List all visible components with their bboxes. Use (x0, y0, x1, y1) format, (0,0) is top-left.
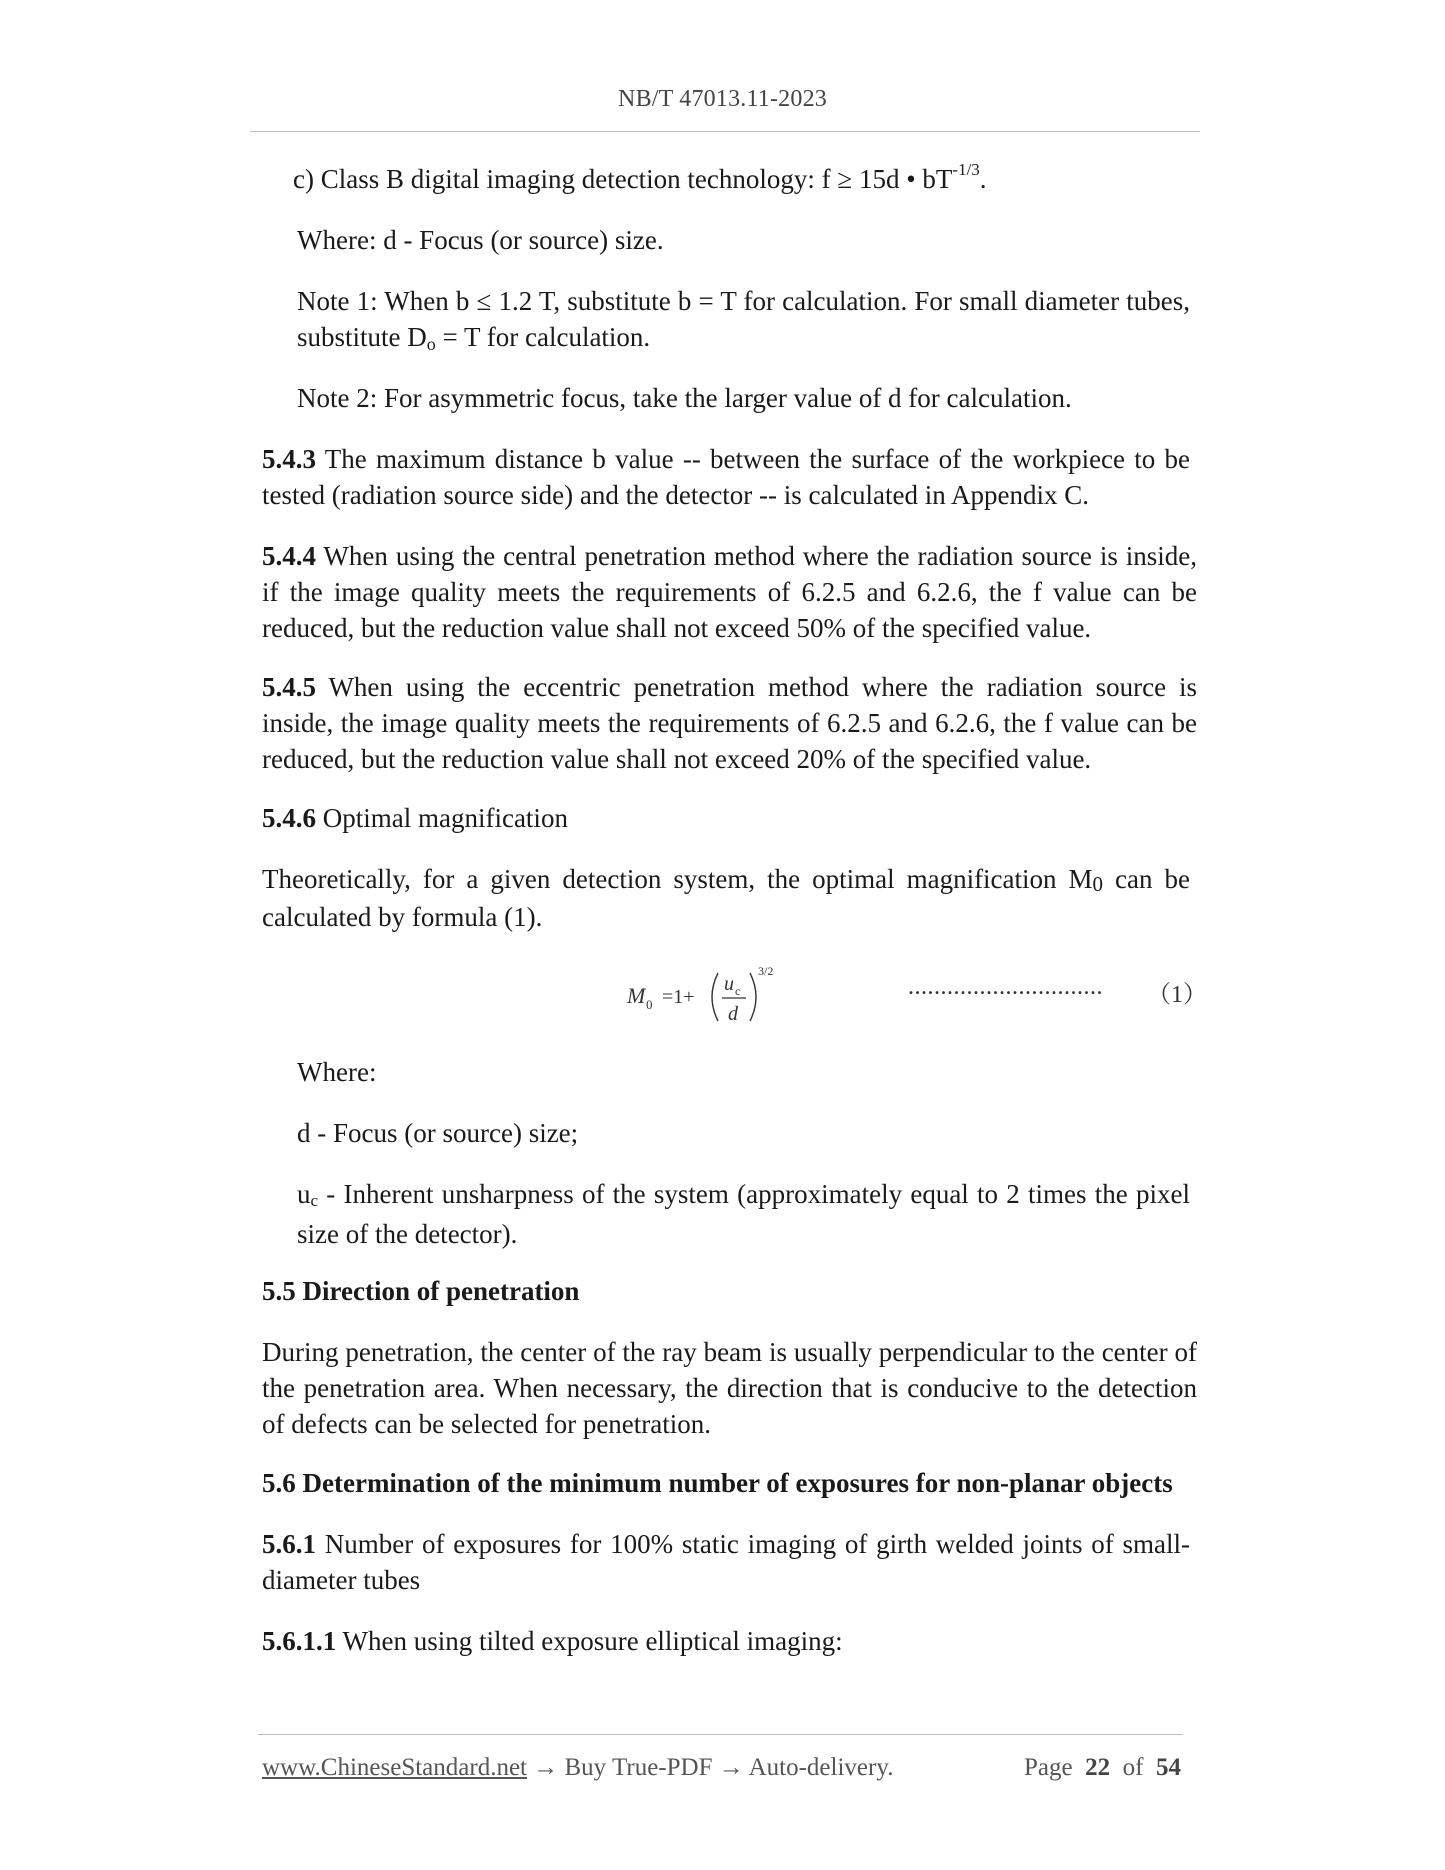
formula-equals: =1+ (662, 986, 695, 1008)
formula-numerator: u (724, 973, 734, 995)
page-header: NB/T 47013.11-2023 (618, 86, 827, 112)
note-1: Note 1: When b ≤ 1.2 T, substitute b = T for calculation. For small diameter tubes, substitute Do = T for calculation. (297, 286, 1190, 354)
clause-5-6-1-1: 5.6.1.1 When using tilted exposure elliptical imaging: (262, 1626, 843, 1656)
clause-5-4-4: 5.4.4 When using the central penetration method where the radiation source is inside, if the image quality meets the requirements of 6.2.5 and 6.2.6, the f value can be reduced, but the reduction value shall not exceed 50% of the specified value. (262, 541, 1197, 643)
clause-number: 5.4.3 (262, 444, 316, 474)
right-paren (750, 973, 756, 1021)
definition-uc: uc - Inherent unsharpness of the system (approximately equal to 2 times the pixel size of the detector). (297, 1179, 1190, 1249)
clause-number: 5.4.5 (262, 672, 316, 702)
clause-number: 5.4.4 (262, 541, 316, 571)
footer-promo: www.ChineseStandard.net → Buy True-PDF → Auto-delivery. (262, 1754, 894, 1781)
clause-5-4-3: 5.4.3 The maximum distance b value -- between the surface of the workpiece to be tested (radiation source side) and the detector -- is calculated in Appendix C. (262, 444, 1190, 510)
page-number: Page 22 of 54 (1024, 1754, 1181, 1781)
paragraph-5-5: During penetration, the center of the ray beam is usually perpendicular to the center of the penetration area. When necessary, the direction that is conducive to the detection of defects can be selected for penetration. (262, 1337, 1197, 1439)
formula-numerator-sub: c (735, 984, 741, 998)
exponent: -1/3 (952, 160, 980, 179)
header-divider (250, 131, 1200, 132)
formula-denominator: d (728, 1003, 738, 1025)
formula-number: （1） (1147, 982, 1207, 1008)
left-paren (712, 973, 718, 1021)
formula-exponent: 3/2 (758, 964, 774, 978)
note-2: Note 2: For asymmetric focus, take the larger value of d for calculation. (297, 383, 1072, 413)
formula-lhs: M (627, 983, 646, 1008)
heading-5-5: 5.5 Direction of penetration (262, 1276, 580, 1306)
formula-1 (622, 955, 802, 1035)
formula-lhs-sub: 0 (646, 997, 653, 1012)
clause-number: 5.6.1 (262, 1529, 316, 1559)
website-link[interactable]: www.ChineseStandard.net (262, 1754, 527, 1781)
formula-leader-dots: .............................. (908, 974, 1103, 1000)
clause-5-6-1: 5.6.1 Number of exposures for 100% static imaging of girth welded joints of small-diameter tubes (262, 1529, 1190, 1595)
clause-5-4-6: 5.4.6 Optimal magnification (262, 803, 568, 833)
where-d-line: Where: d - Focus (or source) size. (297, 225, 664, 255)
heading-5-6: 5.6 Determination of the minimum number of exposures for non-planar objects (262, 1468, 1173, 1498)
where-label: Where: (297, 1057, 377, 1087)
total-pages: 54 (1155, 1754, 1181, 1781)
arrow-icon: → (718, 1754, 744, 1781)
footer-divider (258, 1734, 1183, 1735)
definition-d: d - Focus (or source) size; (297, 1118, 579, 1148)
arrow-icon: → (533, 1754, 559, 1781)
item-c: c) Class B digital imaging detection technology: f ≥ 15d • $bT^{-1/3}$. (293, 160, 987, 194)
clause-number: 5.4.6 (262, 803, 316, 833)
clause-number: 5.6.1.1 (262, 1626, 337, 1656)
current-page: 22 (1085, 1754, 1111, 1781)
clause-5-4-5: 5.4.5 When using the eccentric penetration method where the radiation source is inside, the image quality meets the requirements of 6.2.5 and 6.2.6, the f value can be reduced, but the reduction value shall not exceed 20% of the specified value. (262, 672, 1197, 774)
theory-paragraph: Theoretically, for a given detection system, the optimal magnification M0 can be calculated by formula (1). (262, 864, 1191, 932)
